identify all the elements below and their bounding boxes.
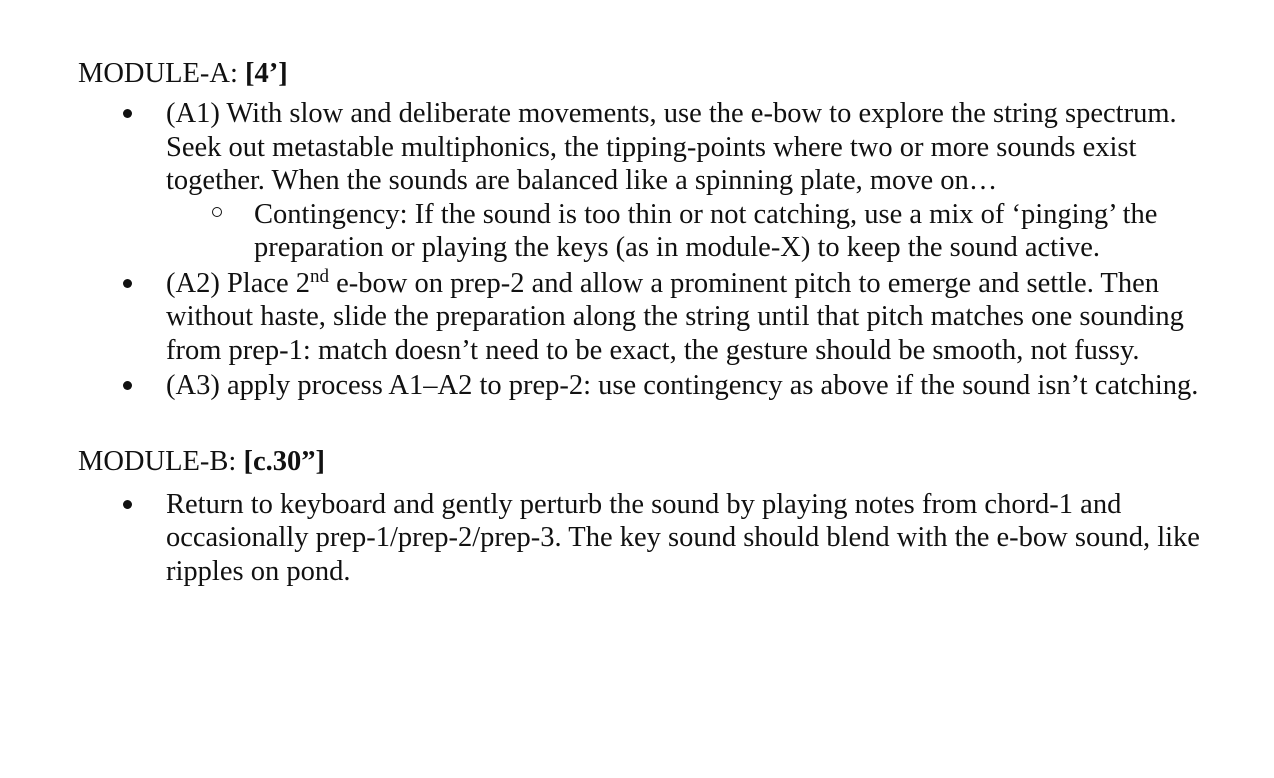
module-a-list	[78, 97, 1228, 403]
module-a-duration: [4’]	[245, 58, 288, 89]
module-b-item-1	[78, 488, 1228, 589]
module-a-item-a2	[78, 267, 1228, 368]
contingency-item-text: Contingency: If the sound is too thin or not catching, use a mix of ‘pinging’ the preparation or playing the keys (as in module-X) to keep the sound active.	[254, 198, 1158, 263]
module-a-item-a2-text-before: (A2) Place 2	[166, 267, 311, 299]
module-a-heading	[78, 57, 1228, 90]
bullet-dot-icon	[123, 381, 132, 390]
module-b-section	[78, 445, 1228, 589]
module-a-label: MODULE-A:	[78, 58, 246, 89]
ordinal-superscript: nd	[310, 265, 330, 287]
module-b-item-1-text: Return to keyboard and gently perturb the sound by playing notes from chord-1 and occasionally prep-1/prep-2/prep-3. The key sound should blend with the e-bow sound, like ripples on pond.	[166, 488, 1200, 587]
module-a-item-a3	[78, 369, 1228, 403]
module-b-list	[78, 488, 1228, 589]
bullet-dot-icon	[123, 500, 132, 509]
module-a-section	[78, 57, 1228, 403]
module-a-item-a3-text: (A3) apply process A1–A2 to prep-2: use contingency as above if the sound isn’t catching.	[166, 370, 1199, 401]
module-a-item-a1-sublist	[166, 198, 1228, 265]
hollow-bullet-icon	[212, 207, 222, 217]
module-b-heading	[78, 445, 1228, 478]
module-a-item-a2-text-after: e-bow on prep-2 and allow a prominent pitch to emerge and settle. Then without haste, slide the preparation along the string until that pitch matches one sounding from prep-1: match doesn’t need to be exact, the gesture should be smooth, not fussy.	[166, 267, 1184, 366]
module-b-duration: [c.30”]	[243, 445, 325, 477]
bullet-dot-icon	[123, 279, 132, 288]
bullet-dot-icon	[123, 109, 132, 118]
score-instructions-page	[78, 57, 1228, 590]
module-a-item-a1	[78, 97, 1228, 265]
contingency-item	[166, 198, 1228, 265]
module-a-item-a1-text: (A1) With slow and deliberate movements, use the e-bow to explore the string spectrum. Seek out metastable multiphonics, the tipping-points where two or more sounds exist together. When the sounds are balanced like a spinning plate, move on…	[166, 98, 1177, 196]
module-b-label: MODULE-B:	[78, 445, 244, 477]
